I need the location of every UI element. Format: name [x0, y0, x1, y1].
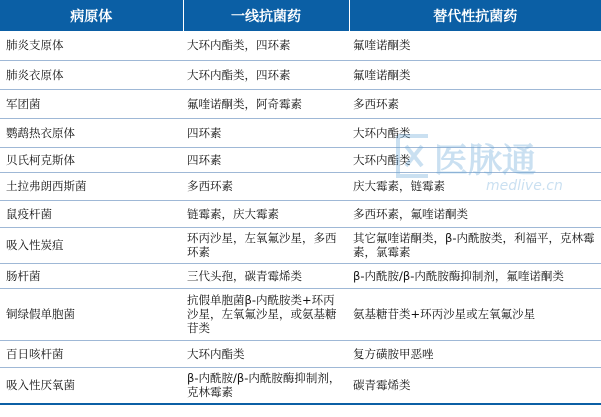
alternative-cell: 多西环素 — [349, 89, 601, 118]
alternative-cell: 多西环素，氟喹诺酮类 — [349, 200, 601, 227]
first-line-cell: 环丙沙星，左氧氟沙星，多西环素 — [183, 227, 349, 263]
pathogen-cell: 鼠疫杆菌 — [0, 200, 183, 227]
pathogen-cell: 吸入性厌氧菌 — [0, 367, 183, 404]
alternative-cell: β-内酰胺/β-内酰胺酶抑制剂，氟喹诺酮类 — [349, 263, 601, 288]
table-row — [0, 89, 601, 118]
first-line-cell: 抗假单胞菌β-内酰胺类+环丙沙星，左氧氟沙星，或氨基糖苷类 — [183, 288, 349, 340]
pathogen-cell: 土拉弗朗西斯菌 — [0, 172, 183, 200]
table-row — [0, 118, 601, 147]
table-row — [0, 200, 601, 227]
table-row — [0, 227, 601, 263]
pathogen-cell: 军团菌 — [0, 89, 183, 118]
table-row — [0, 367, 601, 404]
first-line-cell: β-内酰胺/β-内酰胺酶抑制剂，克林霉素 — [183, 367, 349, 404]
watermark-brand: 医脉通 — [434, 141, 536, 181]
header-pathogen: 病原体 — [0, 0, 183, 31]
table-row — [0, 340, 601, 367]
table-row — [0, 60, 601, 89]
alternative-cell: 大环内酯类 — [349, 147, 601, 172]
first-line-cell: 四环素 — [183, 147, 349, 172]
alternative-cell: 复方磺胺甲恶唑 — [349, 340, 601, 367]
pathogen-cell: 肺炎支原体 — [0, 31, 183, 60]
pathogen-cell: 贝氏柯克斯体 — [0, 147, 183, 172]
table-header — [0, 0, 601, 31]
alternative-cell: 碳青霉烯类 — [349, 367, 601, 404]
pathogen-cell: 铜绿假单胞菌 — [0, 288, 183, 340]
table-row — [0, 288, 601, 340]
first-line-cell: 大环内酯类，四环素 — [183, 31, 349, 60]
alternative-cell: 氟喹诺酮类 — [349, 31, 601, 60]
table-body — [0, 31, 601, 404]
first-line-cell: 多西环素 — [183, 172, 349, 200]
alternative-cell: 其它氟喹诺酮类，β-内酰胺类，利福平，克林霉素，氯霉素 — [349, 227, 601, 263]
first-line-cell: 四环素 — [183, 118, 349, 147]
header-row — [0, 0, 601, 31]
table-row — [0, 172, 601, 200]
alternative-cell: 大环内酯类 — [349, 118, 601, 147]
first-line-cell: 三代头孢，碳青霉烯类 — [183, 263, 349, 288]
alternative-cell: 氟喹诺酮类 — [349, 60, 601, 89]
alternative-cell: 庆大霉素，链霉素 — [349, 172, 601, 200]
first-line-cell: 大环内酯类 — [183, 340, 349, 367]
pathogen-cell: 肺炎衣原体 — [0, 60, 183, 89]
table-row — [0, 263, 601, 288]
table-row — [0, 147, 601, 172]
alternative-cell: 氨基糖苷类+环丙沙星或左氧氟沙星 — [349, 288, 601, 340]
watermark-url: medlive.cn — [486, 178, 563, 194]
first-line-cell: 链霉素，庆大霉素 — [183, 200, 349, 227]
header-first-line: 一线抗菌药 — [183, 0, 349, 31]
pathogen-cell: 百日咳杆菌 — [0, 340, 183, 367]
first-line-cell: 氟喹诺酮类，阿奇霉素 — [183, 89, 349, 118]
pathogen-cell: 鹦鹉热衣原体 — [0, 118, 183, 147]
header-alternative: 替代性抗菌药 — [349, 0, 601, 31]
pathogen-cell: 吸入性炭疽 — [0, 227, 183, 263]
first-line-cell: 大环内酯类，四环素 — [183, 60, 349, 89]
table-row — [0, 31, 601, 60]
pathogen-cell: 肠杆菌 — [0, 263, 183, 288]
